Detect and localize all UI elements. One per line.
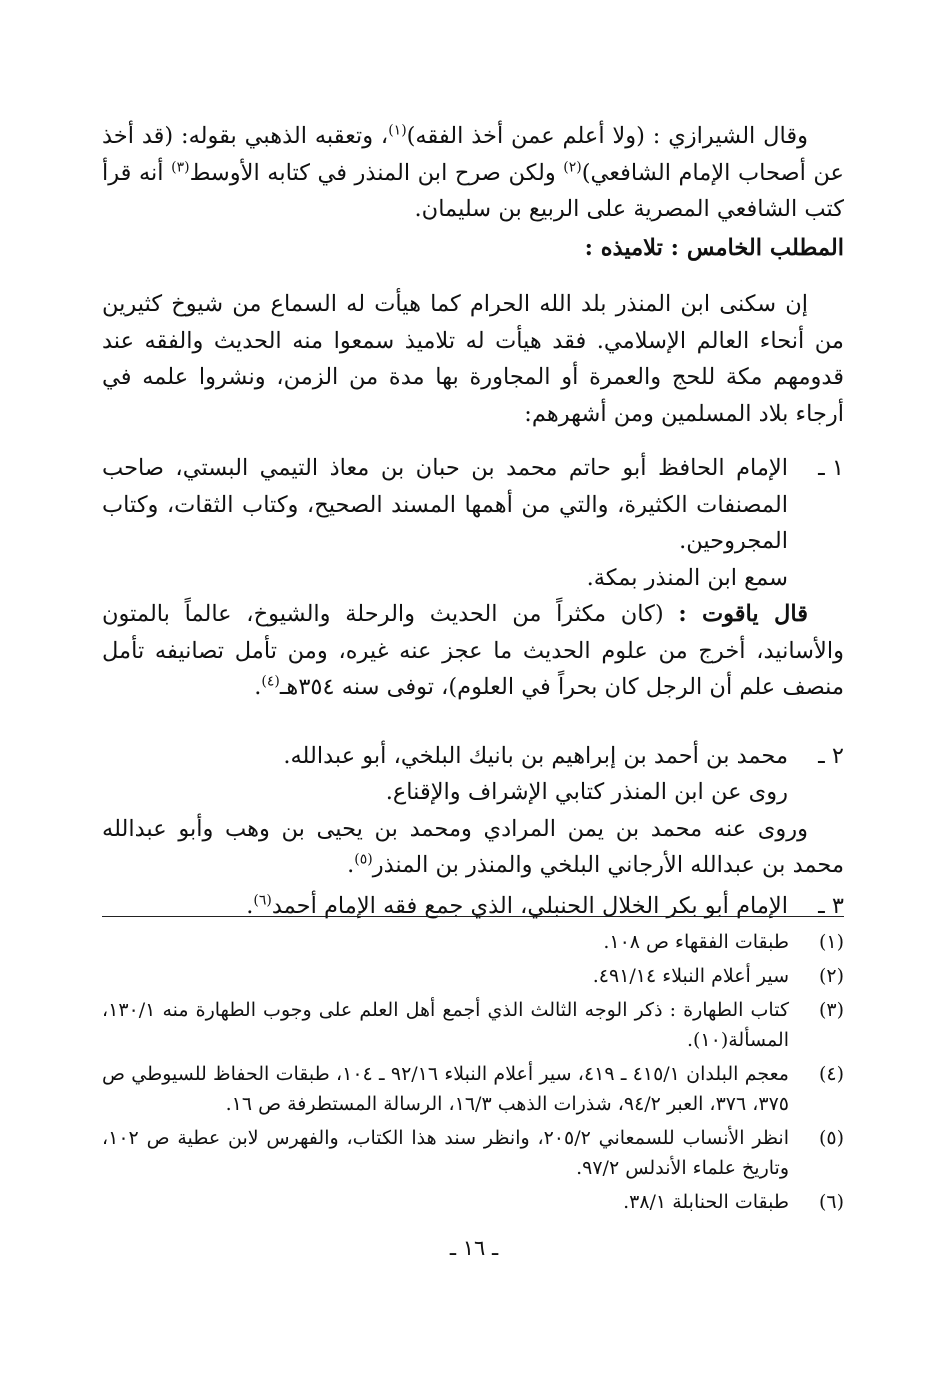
student-item [102,450,844,596]
intro-text: وقال الشيرازي : (ولا أعلم عمن أخذ الفقه) [406,123,808,149]
footnote-text: طبقات الفقهاء ص ١٠٨. [603,931,789,953]
narration-paragraph: وروى عنه محمد بن يمن المرادي ومحمد بن يحيى بن وهب وأبو عبدالله محمد بن عبدالله الأرجاني البلخي والمنذر بن المنذر$^{(٥)}$. [102,815,844,878]
item-number: ٢ ـ [818,742,844,769]
footnote-number: (٥) [818,1127,844,1149]
student-item [102,888,844,925]
quote-text: (كان مكثراً من الحديث والرحلة والشيوخ، عالماً بالمتون والأسانيد، أخرج من علوم الحديث ما عجز عنه غيره، ومن تأمل تصانيفه تأمل منصف علم أن الرجل كان بحراً في العلوم)، توفى سنه ٣٥٤هـ [102,601,844,700]
footnote-ref: (١) [388,122,407,139]
footnote [102,1123,844,1183]
section-heading: المطلب الخامس : تلاميذه : [584,234,844,261]
footnote-ref: (٣) [171,159,190,175]
intro-text: ، وتعقبه الذهبي بقوله: (قد أخذ عن أصحاب الإمام الشافعي) [102,123,844,186]
body-paragraph: إن سكنى ابن المنذر بلد الله الحرام كما هيأت له السماع من شيوخ كثيرين من أنحاء العالم الإسلامي. فقد هيأت له تلاميذ سمعوا منه الحديث والفقه عند قدومهم مكة للحج والعمرة أو المجاورة بها مدة من الزمن، ونشروا علمه في أرجاء بلاد المسلمين ومن أشهرهم: [102,291,844,427]
footnote-ref: (٥) [354,851,373,868]
footnote [102,1187,844,1217]
item-number: ١ ـ [818,455,844,481]
item-number: ٣ ـ [818,892,844,919]
student-description: الإمام أبو بكر الخلال الحنبلي، الذي جمع فقه الإمام أحمد$^{(٦)}$. [246,892,788,919]
footnote [102,927,844,957]
footnote-number: (٣) [818,999,844,1021]
footnote-text: معجم البلدان ٤١٥/١ ـ ٤١٩، سير أعلام النبلاء ٩٢/١٦ ـ ١٠٤، طبقات الحفاظ للسيوطي ص ٣٧٥، ٣٧٦، العبر ٩٤/٢، شذرات الذهب ١٦/٣، الرسالة المستطرفة ص ١٦. [102,1063,789,1115]
student-heard: سمع ابن المنذر بمكة. [586,564,788,591]
main-text [102,118,844,924]
footnote-number: (١) [818,931,844,953]
student-description: محمد بن أحمد بن إبراهيم بن بانيك البلخي، أبو عبدالله. [283,742,788,769]
footnote-number: (٢) [818,965,844,987]
footnote-ref: (٢) [563,159,582,175]
intro-text: ولكن صرح ابن المنذر في كتابه الأوسط [189,159,564,186]
footnote-divider [102,916,844,917]
footnote-ref: (٤) [261,673,280,690]
footnote [102,961,844,991]
footnote-text: طبقات الحنابلة ٣٨/١. [623,1191,789,1213]
footnote-text: كتاب الطهارة : ذكر الوجه الثالث الذي أجمع أهل العلم على وجوب الطهارة منه ١٣٠/١، المسألة(١٠). [102,999,789,1051]
footnotes [102,927,844,1221]
intro-paragraph [102,118,844,228]
footnote-number: (٤) [818,1063,844,1085]
footnote-text: انظر الأنساب للسمعاني ٢٠٥/٢، وانظر سند هذا الكتاب، والفهرس لابن عطية ص ١٠٢، وتاريخ علماء الأندلس ٩٧/٢. [102,1127,789,1179]
intro-text: أنه قرأ كتب الشافعي المصرية على الربيع بن سليمان. [102,159,844,222]
student-item [102,738,844,811]
footnote-ref: (٦) [253,892,272,908]
footnote [102,995,844,1055]
footnote [102,1059,844,1119]
footnote-number: (٦) [818,1191,844,1213]
page-number: ـ ١٦ ـ [449,1236,499,1260]
quote-label: قال ياقوت : [678,601,809,627]
student-narration: روى عن ابن المنذر كتابي الإشراف والإقناع. [385,779,788,805]
quote-paragraph: قال ياقوت : (كان مكثراً من الحديث والرحلة والشيوخ، عالماً بالمتون والأسانيد، أخرج من علوم الحديث ما عجز عنه غيره، ومن تأمل تصانيفه تأمل منصف علم أن الرجل كان بحراً في العلوم)، توفى سنه ٣٥٤هـ$^{(٤)}$. [102,601,844,700]
student-description: الإمام الحافظ أبو حاتم محمد بن حبان بن معاذ التيمي البستي، صاحب المصنفات الكثيرة، والتي من أهمها المسند الصحيح، وكتاب الثقات، وكتاب المجروحين. [102,455,788,554]
footnote-text: سير أعلام النبلاء ٤٩١/١٤. [592,965,789,987]
